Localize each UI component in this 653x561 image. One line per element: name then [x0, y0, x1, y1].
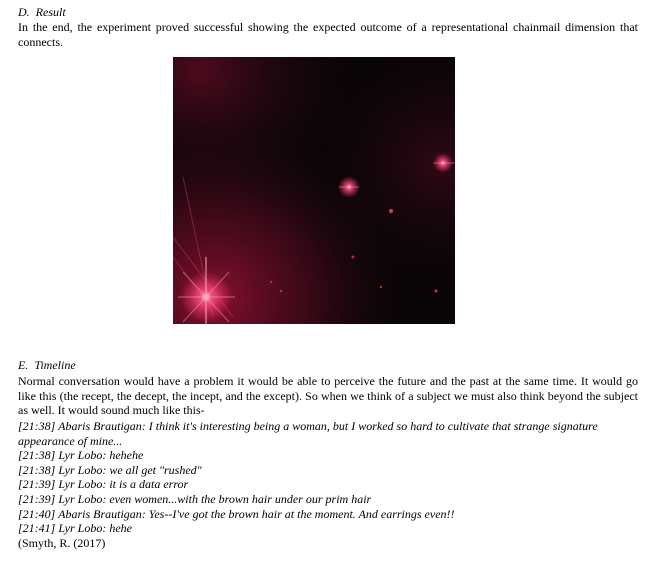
- chat-line: [21:38] Lyr Lobo: hehehe: [18, 448, 144, 463]
- chat-line: [21:41] Lyr Lobo: hehe: [18, 521, 132, 536]
- citation: (Smyth, R. (2017): [18, 535, 106, 550]
- light-glare-center: [338, 176, 360, 198]
- section-heading-timeline: E. Timeline: [18, 358, 76, 372]
- chat-line: [21:39] Lyr Lobo: even women...with the brown hair under our prim hair: [18, 491, 372, 506]
- chat-line: [21:39] Lyr Lobo: it is a data error: [18, 477, 189, 492]
- chat-line: [21:40] Abaris Brautigan: Yes--I've got the brown hair at the moment. And earrings even!!: [18, 506, 455, 521]
- experiment-photo: [173, 57, 455, 324]
- chat-line: [21:38] Abaris Brautigan: I think it's interesting being a woman, but I worked so hard to cultivate that strange signature appearance of mine...: [18, 419, 598, 448]
- section-heading-result: D. Result: [18, 5, 66, 19]
- result-paragraph: In the end, the experiment proved successful showing the expected outcome of a representational chainmail dimension that connects.: [18, 20, 638, 49]
- chat-log: [18, 419, 598, 550]
- chat-line: [21:38] Lyr Lobo: we all get "rushed": [18, 462, 202, 477]
- timeline-paragraph: Normal conversation would have a problem it would be able to perceive the future and the past at the same time. It would go like this (the recept, the decept, the incept, and the except). So when we think of a subject we must also think beyond the subject as well. It would sound much like this-: [18, 374, 638, 418]
